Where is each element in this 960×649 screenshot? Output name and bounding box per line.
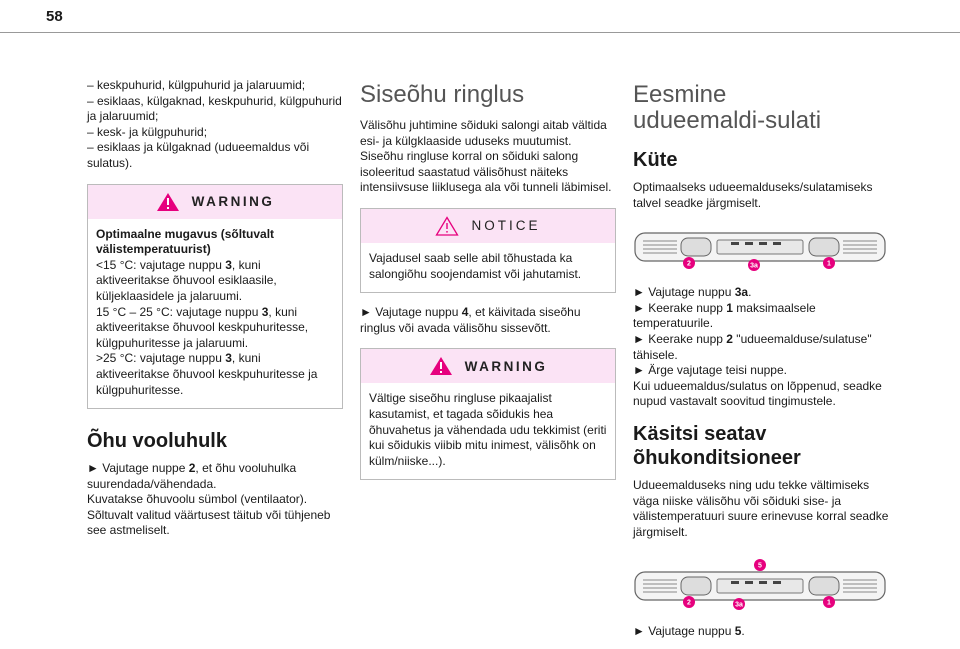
- section-heading: Eesmine udueemaldi-sulati: [633, 81, 822, 134]
- notice-icon: [435, 216, 459, 236]
- step-text: ► Keerake nupp 2 "udueemalduse/sulatuse" tähisele.: [633, 331, 872, 362]
- warning-box: [87, 184, 343, 410]
- notice-box: [360, 208, 616, 293]
- top-divider: [0, 32, 960, 33]
- step-text: ► Vajutage nuppu 4, et käivitada siseõhu ringlus või avada välisõhu sissevõtt.: [360, 305, 581, 335]
- warning-text: Vältige siseõhu ringluse pikaajalist kasutamist, et tagada sõidukis hea õhuvahetus ja vähendada udu tekkimist (eriti kui sõidukis viibib mitu inimest, välisõhk on külm/niiske...).: [369, 391, 607, 468]
- subsection-heading: Käsitsi seatav õhukonditsioneer: [633, 422, 801, 469]
- warning-title: Optimaalne mugavus (sõltuvalt välistemperatuurist): [96, 226, 275, 257]
- column-3: [633, 78, 889, 640]
- warning-line: >25 °C: vajutage nuppu 3, kuni aktiveeritakse õhuvool keskpuhuritesse ja külgpuhuritesse.: [96, 351, 318, 397]
- notice-header: [361, 209, 615, 243]
- warning-icon: [156, 192, 180, 212]
- panel-label: 1: [827, 260, 831, 268]
- step-text: ► Vajutage nuppu 5.: [633, 624, 745, 639]
- subsection-heading: Küte: [633, 149, 678, 171]
- body-text: Optimaalseks udueemalduseks/sulatamiseks talvel seadke järgmiselt.: [633, 180, 873, 210]
- panel-label: 3a: [750, 262, 758, 270]
- column-2: [360, 78, 616, 480]
- list-item: – keskpuhurid, külgpuhurid ja jalaruumid;: [87, 78, 306, 92]
- warning-header: [361, 349, 615, 383]
- column-1: [87, 78, 343, 539]
- panel-label: 3a: [735, 601, 743, 609]
- climate-panel-illustration: [633, 225, 889, 273]
- list-item: – esiklaas ja külgaknad (udueemaldus või sulatus).: [87, 140, 310, 170]
- notice-label: NOTICE: [471, 218, 541, 234]
- list-item: – kesk- ja külgpuhurid;: [87, 124, 208, 139]
- body-text: Kuvatakse õhuvoolu sümbol (ventilaator). Sõltuvalt valitud väärtusest täitub või tühjeneb see astmeliselt.: [87, 492, 331, 538]
- body-text: Udueemalduseks ning udu tekke vältimiseks väga niiske välisõhu või sõiduki sise- ja välistemperatuuri suure erinevuse korral seadke järgmiselt.: [633, 477, 889, 539]
- section-heading: Õhu vooluhulk: [87, 430, 227, 453]
- panel-label: 2: [687, 599, 691, 607]
- warning-line: 15 °C – 25 °C: vajutage nuppu 3, kuni aktiveeritakse õhuvool keskpuhuritesse, külgpuhuritesse ja jalaruumi.: [96, 304, 309, 350]
- climate-panel-illustration: [633, 558, 889, 612]
- warning-label: WARNING: [191, 193, 275, 209]
- warning-header: [88, 185, 342, 219]
- step-text: ► Vajutage nuppu 3a.: [633, 285, 752, 300]
- step-text: ► Ärge vajutage teisi nuppe.: [633, 363, 787, 378]
- warning-label: WARNING: [464, 358, 548, 374]
- list-item: – esiklaas, külgaknad, keskpuhurid, külgpuhurid ja jalaruumid;: [87, 93, 342, 124]
- step-text: ► Keerake nupp 1 maksimaalsele temperatuurile.: [633, 300, 816, 331]
- panel-label: 5: [758, 562, 762, 570]
- warning-icon: [429, 356, 453, 376]
- warning-line: <15 °C: vajutage nuppu 3, kuni aktiveeritakse õhuvool esiklaasile, küljeklaasidele ja jalaruumi.: [96, 257, 277, 303]
- step-text: ► Vajutage nuppe 2, et õhu vooluhulka suurendada/vähendada.: [87, 461, 297, 491]
- section-heading: Siseõhu ringlus: [360, 81, 525, 108]
- panel-label: 1: [827, 599, 831, 607]
- body-text: Välisõhu juhtimine sõiduki salongi aitab vältida esi- ja külgklaaside uduseks muutumist. Siseõhu ringluse korral on sõiduki salong isoleeritud saastatud välisõhust näiteks intensiivsuse liiklusega ala või tunneli läbimisel.: [360, 118, 612, 195]
- page-number: 58: [46, 8, 63, 25]
- warning-box: [360, 348, 616, 480]
- body-text: Kui udueemaldus/sulatus on lõppenud, seadke nupud vastavalt soovitud tingimustele.: [633, 378, 882, 409]
- notice-text: Vajadusel saab selle abil tõhustada ka salongiõhu soojendamist või jahutamist.: [369, 250, 582, 281]
- panel-label: 2: [687, 260, 691, 268]
